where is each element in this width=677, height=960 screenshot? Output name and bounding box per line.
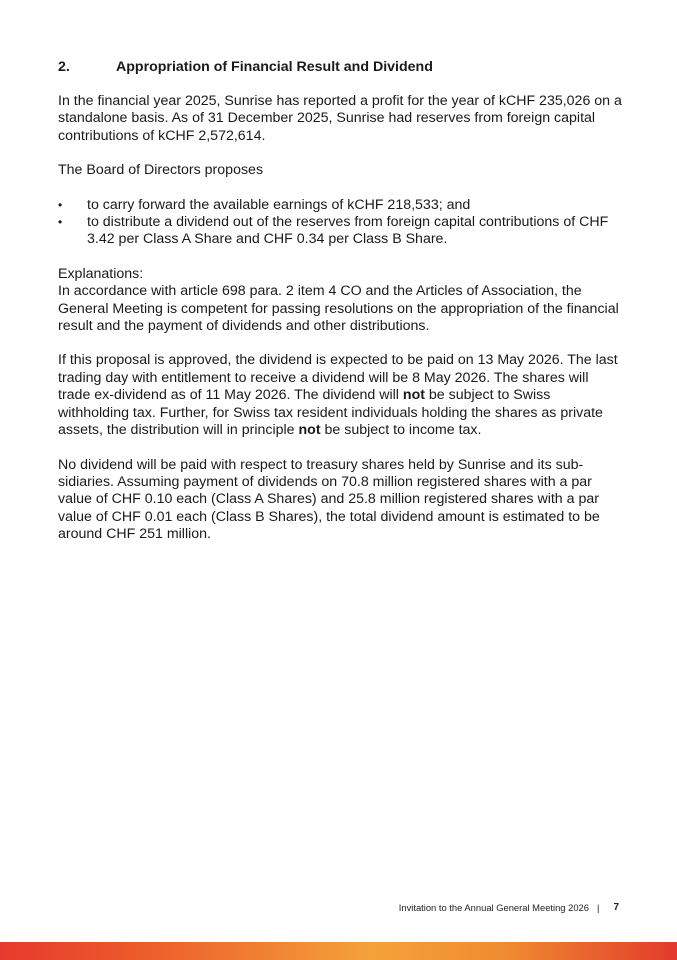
list-item <box>58 214 624 249</box>
proposal-list <box>58 197 624 249</box>
explanation-paragraph: In accordance with article 698 para. 2 item 4 CO and the Articles of Association, the General Meeting is competent for passing resolutions on the appropriation of the financial result and the payment of dividends and other distributions. <box>58 283 619 335</box>
section-heading <box>58 57 624 77</box>
bullet-icon: • <box>58 215 63 230</box>
footer-title: Invitation to the Annual General Meeting 2026 <box>398 902 589 913</box>
explanations-label: Explanations: <box>58 265 144 282</box>
footer-separator: | <box>597 902 600 913</box>
approval-text-3: be subject to income tax. <box>320 422 482 439</box>
approval-text-1: If this proposal is approved, the dividend is expected to be paid on 13 May 2026. The last trading day with entitlement to receive a dividend will be 8 May 2026. The shares will trade ex-dividend as of 11 May 2026. The dividend will <box>58 352 618 404</box>
not-emphasis: not <box>402 387 425 404</box>
treasury-paragraph: No dividend will be paid with respect to treasury shares held by Sunrise and its sub-sidiaries. Assuming payment of dividends on 70.8 million registered shares with a par value of CHF 0.10 each (Class A Shares) and 25.8 million registered shares with a par value of CHF 0.01 each (Class B Shares), the total dividend amount is estimated to be around CHF 251 million. <box>58 456 600 543</box>
intro-paragraph: In the financial year 2025, Sunrise has reported a profit for the year of kCHF 235,026 on a standalone basis. As of 31 December 2025, Sunrise had reserves from foreign capital contributions of kCHF 2,572,614. <box>58 93 622 144</box>
board-proposal-paragraph <box>58 162 624 179</box>
section-number: 2. <box>58 59 70 75</box>
page-content <box>58 57 624 561</box>
list-item <box>58 197 624 214</box>
approval-paragraph <box>58 352 624 439</box>
proposes-emphasis: proposes <box>204 162 264 179</box>
approval-text-2: be subject to Swiss withholding tax. Further, for Swiss tax resident individuals holding the shares as private assets, the distribution will in principle <box>58 387 603 439</box>
brand-gradient-bar <box>0 942 677 960</box>
page-footer <box>399 902 619 914</box>
section-title: Appropriation of Financial Result and Dividend <box>116 59 433 75</box>
board-lead-text: The Board of Directors <box>58 162 205 179</box>
bullet-icon: • <box>58 197 63 212</box>
not-emphasis: not <box>298 422 321 439</box>
page-number: 7 <box>613 902 619 913</box>
proposal-text: to carry forward the available earnings of kCHF 218,533; and <box>87 196 471 213</box>
proposal-text: to distribute a dividend out of the reserves from foreign capital contributions of CHF 3.42 per Class A Share and CHF 0.34 per Class B Share. <box>87 214 609 248</box>
